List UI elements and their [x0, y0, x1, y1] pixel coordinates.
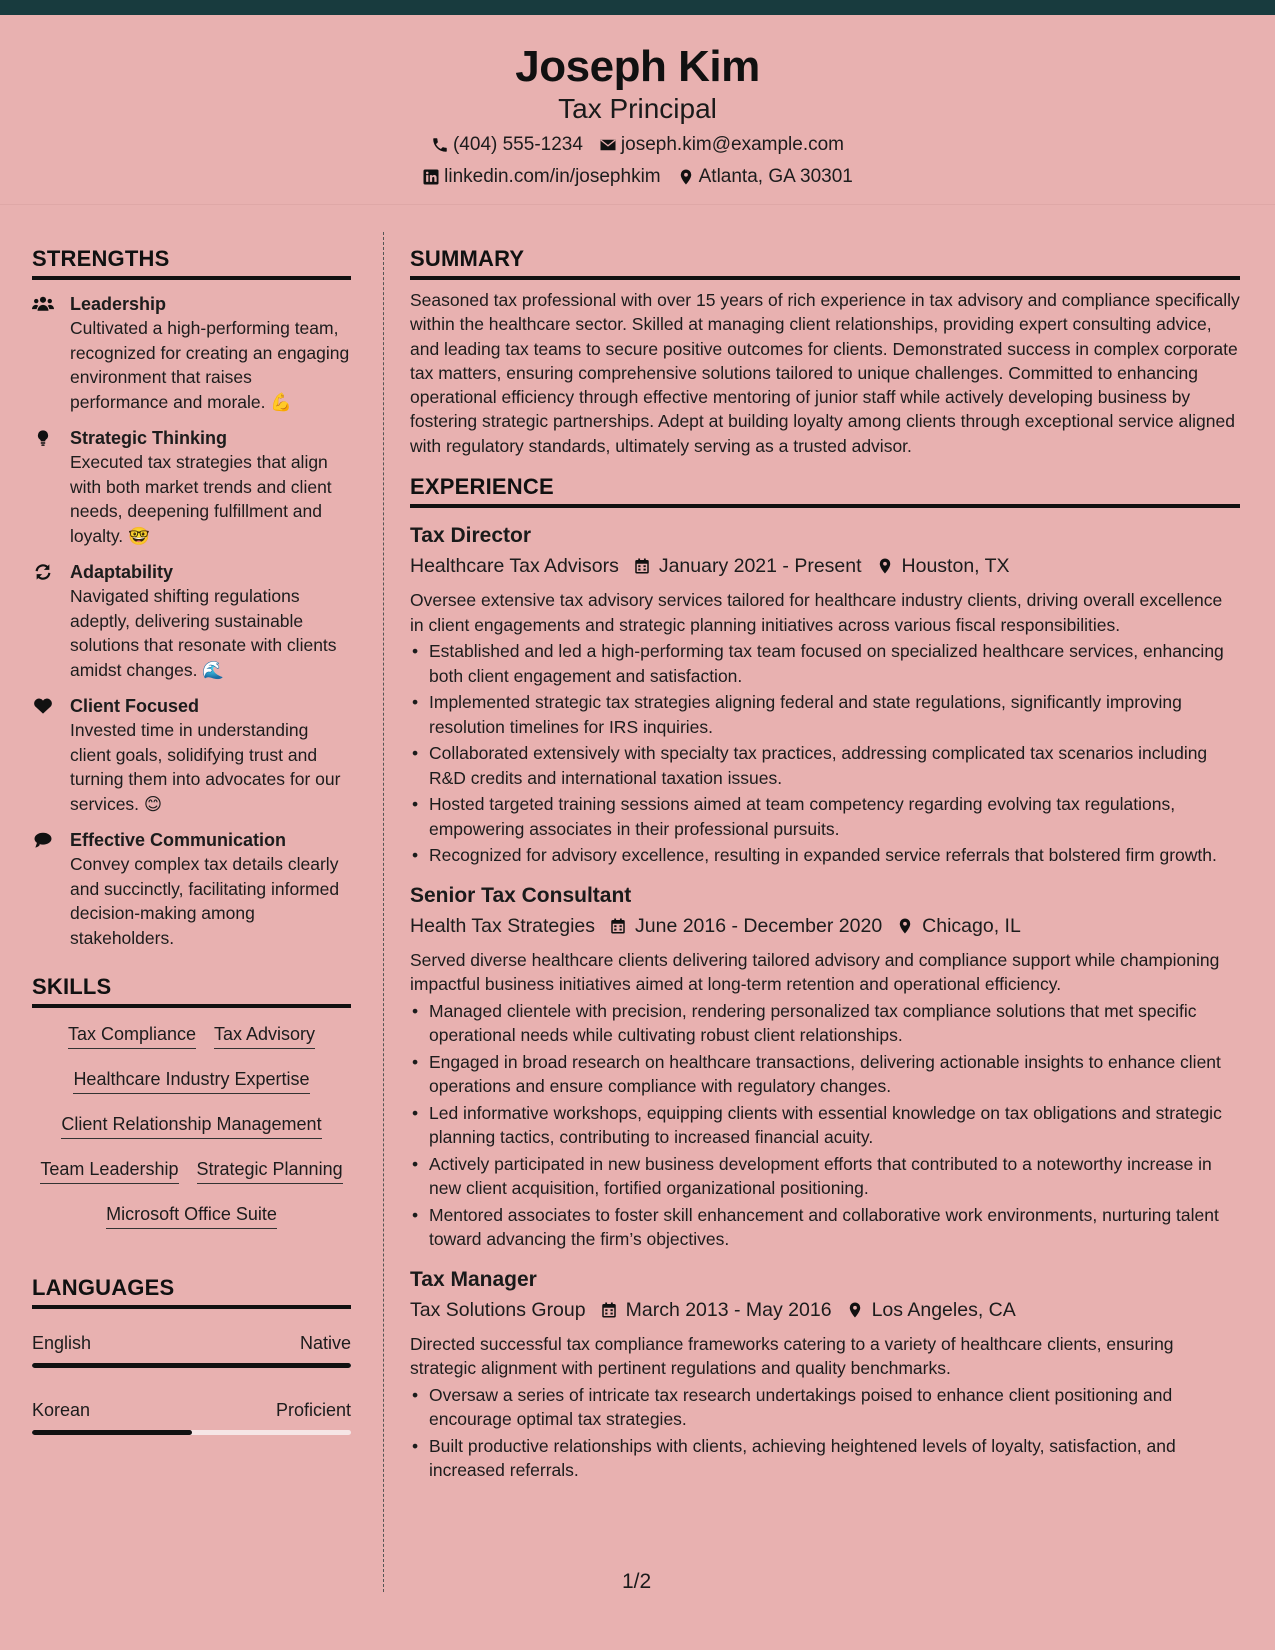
linkedin-icon	[422, 168, 440, 186]
page-indicator: 1/2	[622, 1570, 652, 1593]
job-bullet: • Engaged in broad research on healthcare transactions, delivering actionable insights to enhance client operations and ensure compliance with regulatory changes.	[410, 1050, 1240, 1099]
strength-desc: Navigated shifting regulations adeptly, delivering sustainable solutions that resonate with clients amidst changes. 🌊	[70, 586, 337, 680]
strength-item	[32, 292, 351, 414]
job-bullet: • Implemented strategic tax strategies aligning federal and state regulations, significantly improving resolution timelines for IRS inquiries.	[410, 690, 1240, 739]
contact-row-2	[0, 165, 1275, 189]
envelope-icon	[599, 136, 617, 154]
skill-tag: Team Leadership	[40, 1157, 178, 1184]
job-bullets	[410, 639, 1240, 868]
experience-list	[410, 522, 1240, 1483]
candidate-name: Joseph Kim	[515, 42, 760, 91]
job-bullet: • Led informative workshops, equipping clients with essential knowledge on tax obligations and strategic planning tactics, contributing to increased financial acuity.	[410, 1101, 1240, 1150]
strength-title: Strategic Thinking	[70, 428, 228, 448]
job-entry	[410, 882, 1240, 1252]
job-description: Directed successful tax compliance frameworks catering to a variety of healthcare clients, ensuring strategic alignment with pertinent regulations and quality benchmarks.	[410, 1333, 1174, 1379]
calendar-icon	[600, 1301, 618, 1319]
strength-item	[32, 828, 351, 950]
job-bullet: • Recognized for advisory excellence, resulting in expanded service referrals that bolstered firm growth.	[410, 843, 1240, 868]
skill-tag: Strategic Planning	[197, 1157, 343, 1184]
map-pin-icon	[896, 917, 914, 935]
email-link[interactable]: joseph.kim@example.com	[620, 134, 845, 155]
language-name: English	[32, 1333, 92, 1353]
job-bullet: • Managed clientele with precision, rendering personalized tax compliance solutions that met specific operational needs while cultivating robust client relationships.	[410, 999, 1240, 1048]
job-entry	[410, 522, 1240, 868]
job-dates: March 2013 - May 2016	[625, 1298, 832, 1321]
contact-row-1	[0, 133, 1275, 157]
job-description: Oversee extensive tax advisory services tailored for healthcare industry clients, driving overall excellence in client engagements and strategic planning initiatives across various fiscal responsibilities.	[410, 590, 1223, 635]
job-company: Healthcare Tax Advisors	[410, 555, 619, 578]
contact-phone	[431, 133, 583, 157]
phone-text: (404) 555-1234	[452, 134, 583, 155]
job-entry	[410, 1266, 1240, 1483]
job-description: Served diverse healthcare clients delivering tailored advisory and compliance support while championing impactful business initiatives aimed at long-term retention and operational efficiency.	[410, 949, 1220, 995]
skill-tag: Tax Advisory	[214, 1022, 315, 1049]
lightbulb-icon	[32, 429, 54, 447]
phone-icon	[431, 136, 449, 154]
strength-desc: Executed tax strategies that align with both market trends and client needs, deepening fulfillment and loyalty. 🤓	[70, 452, 332, 546]
skills-list	[32, 1022, 351, 1229]
job-bullet: • Actively participated in new business development efforts that contributed to a noteworthy increase in new client acquisition, fortified organizational positioning.	[410, 1152, 1240, 1201]
job-meta	[410, 912, 1240, 940]
job-bullet: • Mentored associates to foster skill enhancement and collaborative work environments, nurturing talent toward advancing the firm’s objectives.	[410, 1203, 1240, 1252]
summary-text: Seasoned tax professional with over 15 years of rich experience in tax advisory and compliance specifically within the healthcare sector. Skilled at managing client relationships, providing expert consulting advice, and leading tax teams to secure positive outcomes for clients. Demonstrated success in complex corporate tax matters, ensuring comprehensive solutions tailored to unique challenges. Committed to enhancing operational efficiency through effective mentoring of junior staff while actively developing business by fostering strategic partnerships. Adept at building loyalty among clients through exceptional service aligned with regulatory standards, ultimately serving as a trusted advisor.	[410, 290, 1240, 456]
map-pin-icon	[677, 168, 695, 186]
skill-tag: Tax Compliance	[68, 1022, 196, 1049]
strength-title: Adaptability	[70, 562, 174, 582]
strength-desc: Invested time in understanding client goals, solidifying trust and turning them into advocates for our services. 😊	[70, 720, 341, 814]
language-proficiency-bar	[32, 1363, 351, 1368]
map-pin-icon	[846, 1301, 864, 1319]
job-location: Chicago, IL	[922, 914, 1021, 937]
refresh-icon	[32, 563, 54, 581]
job-bullets	[410, 1383, 1240, 1483]
contact-location	[677, 165, 853, 189]
job-company: Tax Solutions Group	[410, 1298, 586, 1321]
strength-desc: Cultivated a high-performing team, recognized for creating an engaging environment that raises performance and morale. 💪	[70, 318, 350, 412]
job-bullets	[410, 999, 1240, 1252]
job-location: Houston, TX	[901, 555, 1010, 578]
column-divider	[383, 232, 384, 1592]
job-dates: June 2016 - December 2020	[635, 914, 883, 937]
job-bullet: • Hosted targeted training sessions aimed at team competency regarding evolving tax regulations, empowering associates in their professional pursuits.	[410, 792, 1240, 841]
job-location: Los Angeles, CA	[871, 1298, 1016, 1321]
location-text: Atlanta, GA 30301	[698, 166, 853, 187]
language-proficiency-fill	[32, 1430, 192, 1435]
language-item	[32, 1398, 351, 1435]
strengths-heading: STRENGTHS	[32, 244, 351, 280]
language-proficiency-bar	[32, 1430, 351, 1435]
skills-heading: SKILLS	[32, 972, 351, 1008]
strength-item	[32, 694, 351, 816]
users-icon	[32, 295, 54, 313]
strength-desc: Convey complex tax details clearly and succinctly, facilitating informed decision-making among stakeholders.	[70, 854, 340, 948]
candidate-title: Tax Principal	[558, 93, 717, 124]
experience-heading: EXPERIENCE	[410, 472, 1240, 508]
job-bullet: • Collaborated extensively with specialty tax practices, addressing complicated tax scenarios including R&D credits and international taxation issues.	[410, 741, 1240, 790]
job-title: Senior Tax Consultant	[410, 883, 632, 907]
heart-icon	[32, 697, 54, 715]
job-dates: January 2021 - Present	[658, 555, 862, 578]
job-meta	[410, 552, 1240, 580]
contact-email[interactable]	[599, 133, 844, 157]
job-bullet: • Oversaw a series of intricate tax research undertakings poised to enhance client positioning and encourage optimal tax strategies.	[410, 1383, 1240, 1432]
strength-title: Client Focused	[70, 696, 200, 716]
calendar-icon	[633, 557, 651, 575]
map-pin-icon	[876, 557, 894, 575]
right-column	[410, 244, 1240, 1485]
strength-title: Effective Communication	[70, 830, 287, 850]
languages-heading: LANGUAGES	[32, 1273, 351, 1309]
top-accent-bar	[0, 0, 1275, 15]
job-title: Tax Director	[410, 524, 531, 548]
job-bullet: • Built productive relationships with clients, achieving heightened levels of loyalty, satisfaction, and increased referrals.	[410, 1434, 1240, 1483]
language-level: Proficient	[275, 1400, 351, 1420]
calendar-icon	[609, 917, 627, 935]
summary-heading: SUMMARY	[410, 244, 1240, 280]
skill-tag: Microsoft Office Suite	[106, 1202, 277, 1229]
chat-bubble-icon	[32, 831, 54, 849]
job-title: Tax Manager	[410, 1267, 537, 1291]
skill-tag: Client Relationship Management	[61, 1112, 321, 1139]
strength-item	[32, 426, 351, 548]
strength-item	[32, 560, 351, 682]
job-meta	[410, 1296, 1240, 1324]
linkedin-link[interactable]: linkedin.com/in/josephkim	[444, 166, 661, 187]
language-name: Korean	[32, 1400, 91, 1420]
language-level: Native	[299, 1333, 351, 1353]
job-bullet: • Established and led a high-performing tax team focused on specialized healthcare services, enhancing both client engagement and satisfaction.	[410, 639, 1240, 688]
language-proficiency-fill	[32, 1363, 351, 1368]
resume-header	[0, 15, 1275, 205]
contact-linkedin[interactable]	[422, 165, 661, 189]
job-company: Health Tax Strategies	[410, 914, 595, 937]
language-item	[32, 1331, 351, 1368]
skill-tag: Healthcare Industry Expertise	[73, 1067, 309, 1094]
strength-title: Leadership	[70, 294, 167, 314]
left-column	[32, 244, 351, 1435]
